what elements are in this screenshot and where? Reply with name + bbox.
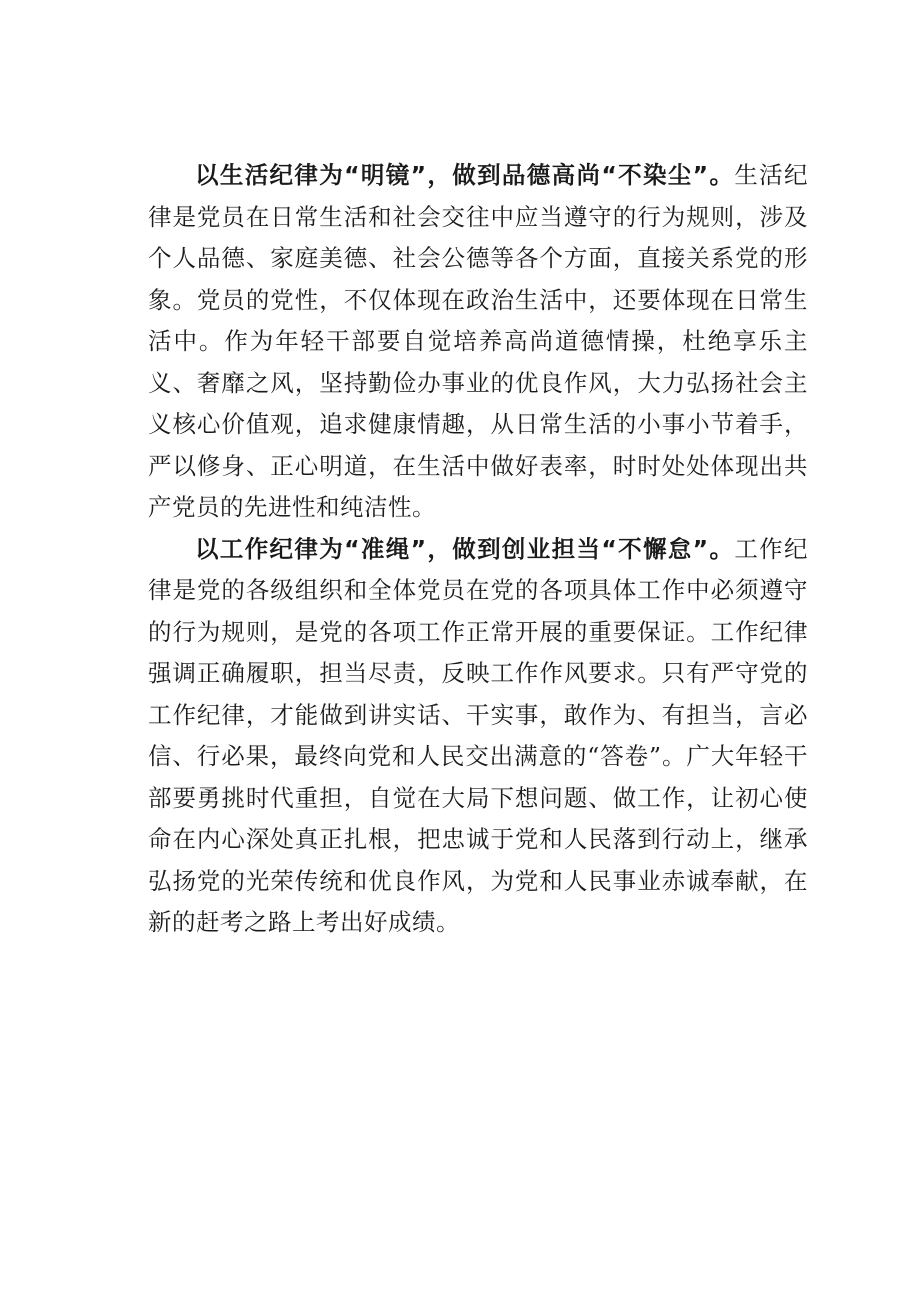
document-body	[148, 155, 808, 944]
paragraph-life-discipline	[148, 155, 808, 529]
paragraph-text: 工作纪律是党的各级组织和全体党员在党的各项具体工作中必须遵守的行为规则，是党的各项工作正常开展的重要保证。工作纪律强调正确履职，担当尽责，反映工作作风要求。只有严守党的工作纪律，才能做到讲实话、干实事，敢作为、有担当，言必信、行必果，最终向党和人民交出满意的“答卷”。广大年轻干部要勇挑时代重担，自觉在大局下想问题、做工作，让初心使命在内心深处真正扎根，把忠诚于党和人民落到行动上，继承弘扬党的光荣传统和优良作风，为党和人民事业赤诚奉献，在新的赶考之路上考出好成绩。	[148, 534, 809, 936]
paragraph-text: 生活纪律是党员在日常生活和社会交往中应当遵守的行为规则，涉及个人品德、家庭美德、社会公德等各个方面，直接关系党的形象。党员的党性，不仅体现在政治生活中，还要体现在日常生活中。作为年轻干部要自觉培养高尚道德情操，杜绝享乐主义、奢靡之风，坚持勤俭办事业的优良作风，大力弘扬社会主义核心价值观，追求健康情趣，从日常生活的小事小节着手，严以修身、正心明道，在生活中做好表率，时时处处体现出共产党员的先进性和纯洁性。	[148, 161, 809, 521]
paragraph-heading: 以工作纪律为“准绳”，做到创业担当“不懈怠”。	[195, 534, 735, 563]
paragraph-heading: 以生活纪律为“明镜”，做到品德高尚“不染尘”。	[195, 161, 735, 189]
paragraph-work-discipline	[148, 529, 808, 944]
